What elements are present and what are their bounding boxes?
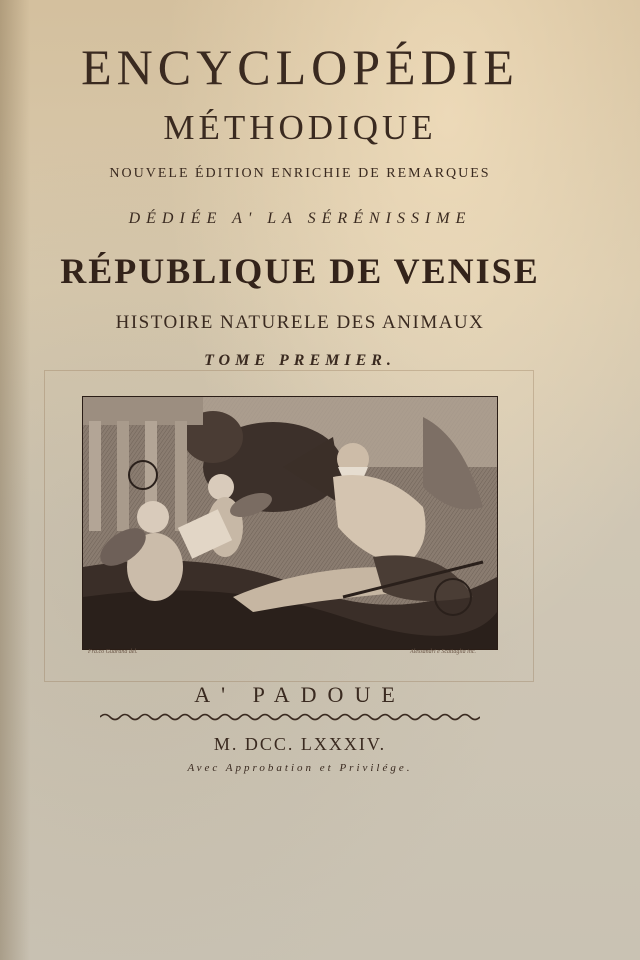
engraver-credit-right: Alessandri e Scattaglia inc. [410,649,476,655]
frontispiece-engraving [82,396,498,650]
privilege-line: Avec Approbation et Privilége. [187,762,413,774]
publication-year: M. DCC. LXXXIV. [213,734,387,754]
dedication-line: DÉDIÉE A' LA SÉRÉNISSIME [128,210,472,227]
book-title: ENCYCLOPÉDIE [81,39,519,95]
ornament-rule [100,712,480,722]
engraver-credit-left: Fra.co Guarana del. [88,649,138,655]
volume-label: TOME PREMIER. [204,352,396,369]
book-subtitle: MÉTHODIQUE [163,108,437,147]
section-title: HISTOIRE NATURELE DES ANIMAUX [115,312,485,333]
place-of-publication: A' PADOUE [194,682,406,707]
edition-line: NOUVELE ÉDITION ENRICHIE DE REMARQUES [109,166,491,181]
republic-line: RÉPUBLIQUE DE VENISE [60,251,540,291]
